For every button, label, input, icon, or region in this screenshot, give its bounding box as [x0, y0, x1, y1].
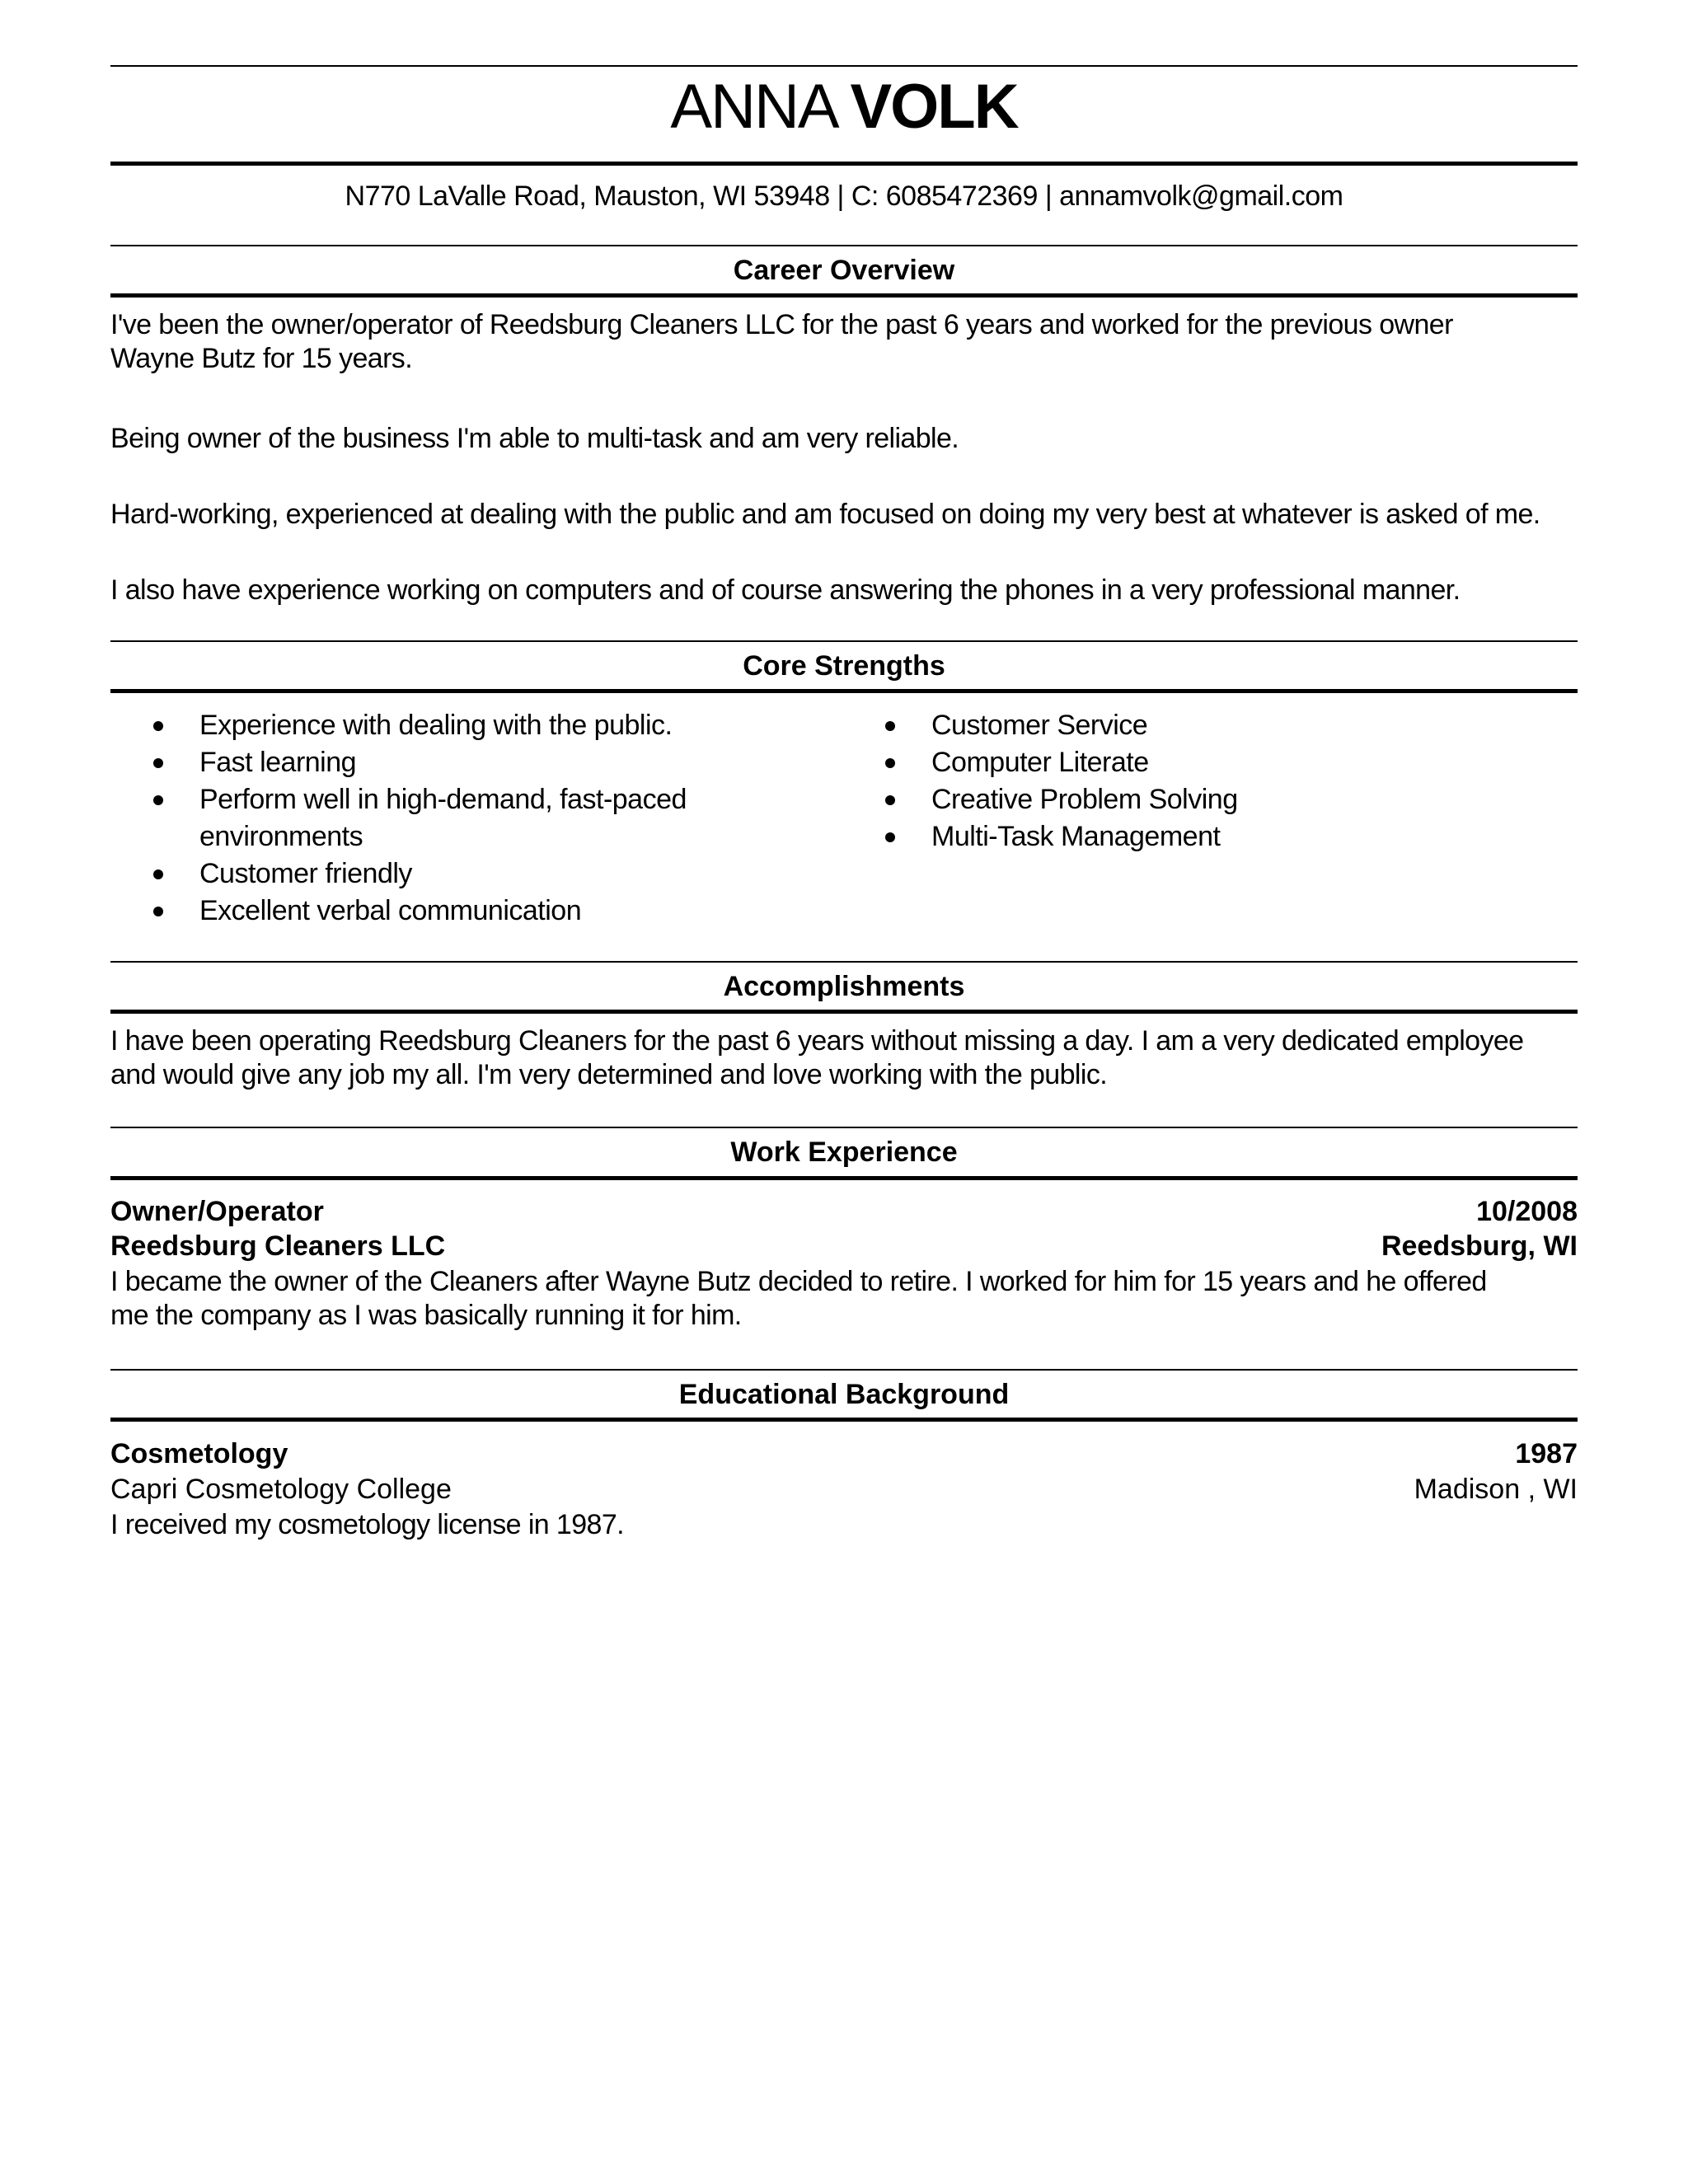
bullet-icon	[153, 721, 163, 731]
contact-info: N770 LaValle Road, Mauston, WI 53948 | C: 6085472369 | annamvolk@gmail.com	[345, 180, 1343, 212]
job-company: Reedsburg Cleaners LLC	[110, 1230, 446, 1262]
education-school: Capri Cosmetology College	[110, 1474, 452, 1505]
core-strengths-top-rule	[110, 640, 1578, 642]
bullet-icon	[153, 869, 163, 879]
career-overview-paragraph-2: Being owner of the business I'm able to multi-task and am very reliable.	[110, 423, 959, 454]
core-strengths-bottom-rule	[110, 689, 1578, 693]
job-location: Reedsburg, WI	[1381, 1230, 1578, 1262]
list-item: Fast learning	[110, 744, 803, 781]
core-strengths-left-list	[110, 707, 803, 930]
career-overview-bottom-rule	[110, 293, 1578, 298]
core-strengths-right-list	[842, 707, 1568, 855]
list-item: Multi-Task Management	[842, 818, 1568, 855]
bullet-icon	[885, 721, 895, 731]
career-overview-paragraph-1: I've been the owner/operator of Reedsburg Cleaners LLC for the past 6 years and worked for the previous owner Wayne Butz for 15 years.	[110, 309, 1453, 374]
list-item: Creative Problem Solving	[842, 781, 1568, 818]
candidate-name	[110, 68, 1578, 147]
career-overview-paragraph-4: I also have experience working on computers and of course answering the phones in a very professional manner.	[110, 574, 1461, 606]
education-year: 1987	[1515, 1438, 1578, 1469]
bullet-icon	[153, 758, 163, 768]
accomplishments-top-rule	[110, 961, 1578, 963]
bullet-icon	[885, 832, 895, 842]
bullet-icon	[153, 907, 163, 916]
accomplishments-text: I have been operating Reedsburg Cleaners for the past 6 years without missing a day. I am a very dedicated employee and would give any job my all. I'm very determined and love working with the public.	[110, 1025, 1524, 1090]
education-location: Madison , WI	[1414, 1474, 1578, 1505]
list-item: Customer friendly	[110, 855, 803, 893]
list-item: Perform well in high-demand, fast-paced environments	[110, 781, 694, 855]
list-item: Computer Literate	[842, 744, 1568, 781]
career-overview-heading: Career Overview	[733, 255, 955, 286]
work-experience-top-rule	[110, 1127, 1578, 1128]
list-item: Experience with dealing with the public.	[110, 707, 803, 744]
list-item: Excellent verbal communication	[110, 893, 803, 930]
job-company-row	[110, 1229, 1578, 1263]
education-description: I received my cosmetology license in 1987.	[110, 1509, 625, 1540]
accomplishments-heading: Accomplishments	[723, 971, 965, 1002]
header-top-rule	[110, 65, 1578, 67]
work-experience-bottom-rule	[110, 1176, 1578, 1180]
bullet-icon	[885, 795, 895, 805]
education-heading: Educational Background	[678, 1379, 1010, 1410]
education-program-row	[110, 1436, 1578, 1471]
bullet-icon	[885, 758, 895, 768]
header-bottom-rule	[110, 162, 1578, 166]
job-description: I became the owner of the Cleaners after Wayne Butz decided to retire. I worked for him for 15 years and he offered me the company as I was basically running it for him.	[110, 1266, 1487, 1331]
first-name: ANNA	[670, 72, 835, 142]
education-top-rule	[110, 1369, 1578, 1371]
list-item: Customer Service	[842, 707, 1568, 744]
career-overview-top-rule	[110, 245, 1578, 246]
education-bottom-rule	[110, 1418, 1578, 1422]
last-name: VOLK	[850, 72, 1018, 142]
job-title-row	[110, 1194, 1578, 1229]
work-experience-heading: Work Experience	[730, 1137, 958, 1168]
accomplishments-bottom-rule	[110, 1010, 1578, 1014]
education-school-row	[110, 1472, 1578, 1507]
career-overview-paragraph-3: Hard-working, experienced at dealing with the public and am focused on doing my very best at whatever is asked of me.	[110, 499, 1540, 530]
education-program: Cosmetology	[110, 1438, 288, 1469]
bullet-icon	[153, 795, 163, 805]
job-title: Owner/Operator	[110, 1196, 324, 1227]
core-strengths-heading: Core Strengths	[743, 650, 945, 682]
job-date: 10/2008	[1476, 1196, 1578, 1227]
